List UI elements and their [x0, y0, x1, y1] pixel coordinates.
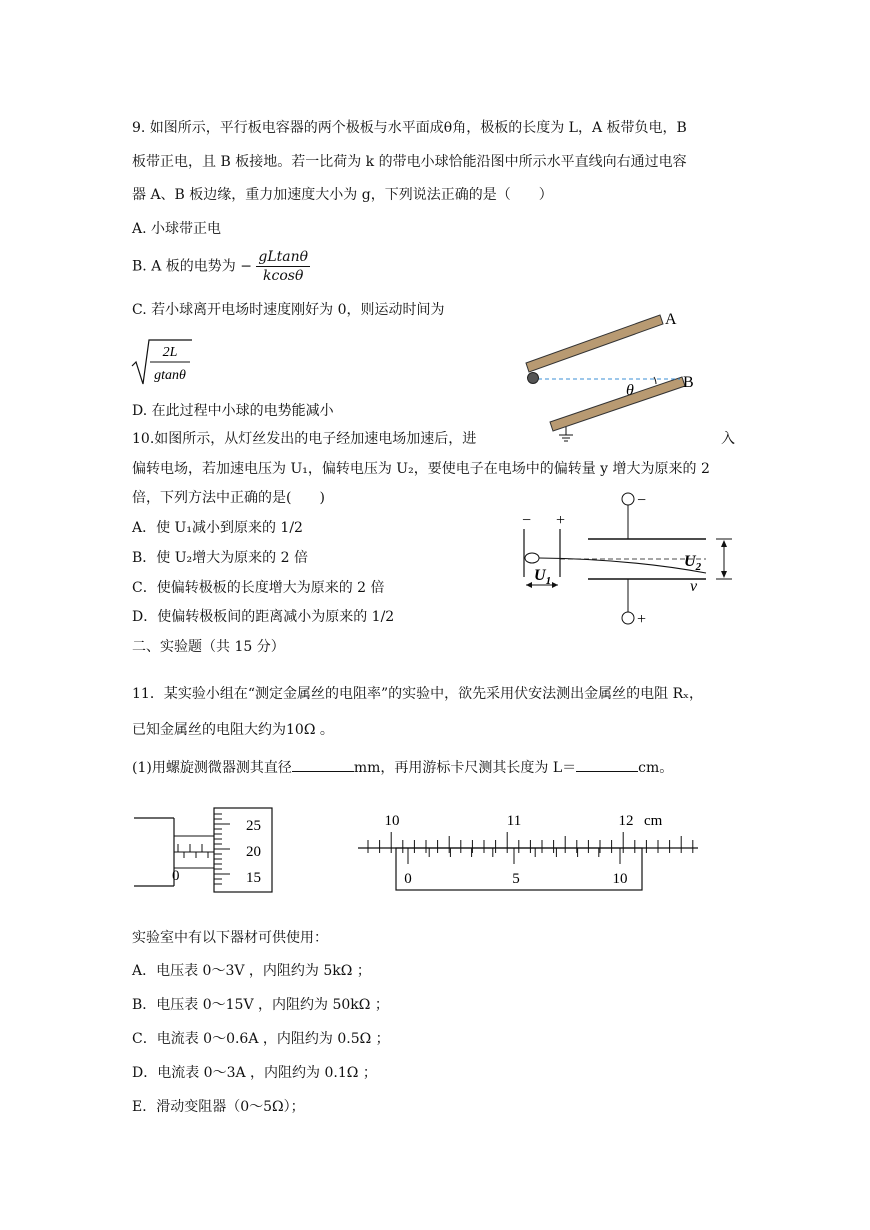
thimble-label-25: 25	[246, 818, 261, 834]
vernier-caliper-figure	[356, 805, 706, 895]
equipment-intro: 实验室中有以下器材可供使用：	[132, 930, 328, 946]
u1-label: $U_1$	[534, 567, 552, 587]
sub1-part-a: (1)用螺旋测微器测其直径	[132, 760, 292, 776]
q10-line-1-end: 入	[721, 431, 735, 447]
sub1-part-c: cm。	[638, 760, 674, 776]
q9-line-2: 板带正电，且 B 板接地。若一比荷为 k 的带电小球恰能沿图中所示水平直线向右通过电容	[132, 154, 687, 170]
q9-option-c-sqrt	[130, 334, 200, 390]
top-terminal-sign: −	[637, 492, 647, 509]
main-scale-label-11: 11	[506, 813, 522, 829]
thimble-ticks	[214, 814, 230, 884]
top-terminal	[622, 493, 634, 505]
plate-a	[526, 315, 663, 372]
q10-deflection-figure	[510, 485, 750, 630]
u1-arrow-right-head	[552, 582, 558, 588]
plate-b	[550, 377, 685, 431]
equipment-e: E．滑动变阻器（0～5Ω）；	[132, 1099, 305, 1115]
q9-option-b	[132, 248, 310, 285]
q9-option-d: D. 在此过程中小球的电势能减小	[132, 403, 334, 419]
diameter-blank[interactable]	[292, 757, 354, 772]
main-scale-label-10: 10	[384, 813, 400, 829]
q9-line-1: 9. 如图所示，平行板电容器的两个极板与水平面成θ角，极板的长度为 L，A 板带负电，B	[132, 120, 687, 136]
q10-option-d: D．使偏转极板间的距离减小为原来的 1/2	[132, 609, 395, 625]
q10-line-3: 倍，下列方法中正确的是( )	[132, 490, 325, 506]
main-scale-unit: cm	[644, 813, 663, 829]
theta-label: θ	[626, 382, 634, 399]
q9-option-b-numerator: gLtanθ	[258, 249, 309, 265]
q11-subquestion-1	[132, 757, 673, 778]
sub1-part-b: mm，再用游标卡尺测其长度为 L＝	[353, 760, 577, 776]
thimble-label-15: 15	[246, 870, 261, 886]
main-scale-label-12: 12	[618, 813, 634, 829]
q9-capacitor-figure	[520, 305, 710, 445]
micrometer-figure	[134, 800, 284, 895]
u2-arrow-up-head	[721, 540, 727, 547]
q9-option-b-prefix: B. A 板的电势为 −	[132, 258, 252, 275]
q10-option-c: C．使偏转极板的长度增大为原来的 2 倍	[132, 580, 385, 596]
q10-line-2: 偏转电场，若加速电压为 U₁，偏转电压为 U₂，要使电子在电场中的偏转量 y 增大为原来的 2	[132, 461, 710, 477]
sleeve-scale-ticks	[178, 844, 208, 858]
bottom-terminal-sign: +	[637, 611, 647, 628]
thimble-label-20: 20	[246, 844, 261, 860]
section-2-title: 二、实验题（共 15 分）	[132, 639, 285, 655]
q10-option-b: B．使 U₂增大为原来的 2 倍	[132, 550, 308, 566]
sqrt-denominator: gtanθ	[154, 368, 186, 383]
vernier-label-5: 5	[512, 871, 520, 887]
equipment-a: A．电压表 0～3V ，内阻约为 5kΩ ；	[132, 963, 371, 979]
q9-option-b-denominator: kcosθ	[263, 268, 304, 284]
accel-plus-label: +	[556, 512, 566, 529]
plate-a-label: A	[665, 311, 677, 328]
u2-label: $U_2$	[684, 553, 702, 573]
equipment-d: D．电流表 0～3A ，内阻约为 0.1Ω ；	[132, 1065, 377, 1081]
bottom-terminal	[622, 612, 634, 624]
u1-arrow-left-head	[526, 582, 532, 588]
q9-option-b-fraction	[256, 248, 310, 285]
q11-line-2: 已知金属丝的电阻大约为10Ω 。	[132, 722, 334, 738]
q9-option-c: C. 若小球离开电场时速度刚好为 0，则运动时间为	[132, 302, 445, 318]
vernier-label-10: 10	[612, 871, 628, 887]
thimble	[214, 808, 272, 892]
theta-arc	[654, 377, 656, 384]
ground-symbol	[559, 427, 573, 441]
velocity-label: v	[690, 578, 698, 595]
equipment-c: C．电流表 0～0.6A ，内阻约为 0.5Ω ；	[132, 1031, 390, 1047]
electron-path	[539, 558, 706, 573]
sleeve-zero: 0	[172, 868, 180, 884]
q10-option-a: A．使 U₁减小到原来的 1/2	[132, 520, 303, 536]
q10-line-1: 10.如图所示，从灯丝发出的电子经加速电场加速后，进	[132, 431, 477, 447]
main-scale-ticks	[368, 832, 693, 853]
filament	[525, 553, 539, 563]
length-blank[interactable]	[576, 757, 638, 772]
q11-line-1: 11．某实验小组在“测定金属丝的电阻率”的实验中，欲先采用伏安法测出金属丝的电阻 Rₓ，	[132, 686, 704, 702]
plate-b-label: B	[683, 374, 694, 391]
q9-line-3: 器 A、B 板边缘，重力加速度大小为 g，下列说法正确的是（ ）	[132, 187, 553, 203]
vernier-label-0: 0	[404, 871, 412, 887]
equipment-b: B．电压表 0～15V ，内阻约为 50kΩ ；	[132, 997, 389, 1013]
charged-ball	[528, 373, 539, 384]
accel-minus-label: −	[522, 512, 532, 529]
u2-arrow-down-head	[721, 571, 727, 578]
sqrt-numerator: 2L	[162, 345, 178, 360]
q9-option-a: A. 小球带正电	[132, 221, 222, 237]
